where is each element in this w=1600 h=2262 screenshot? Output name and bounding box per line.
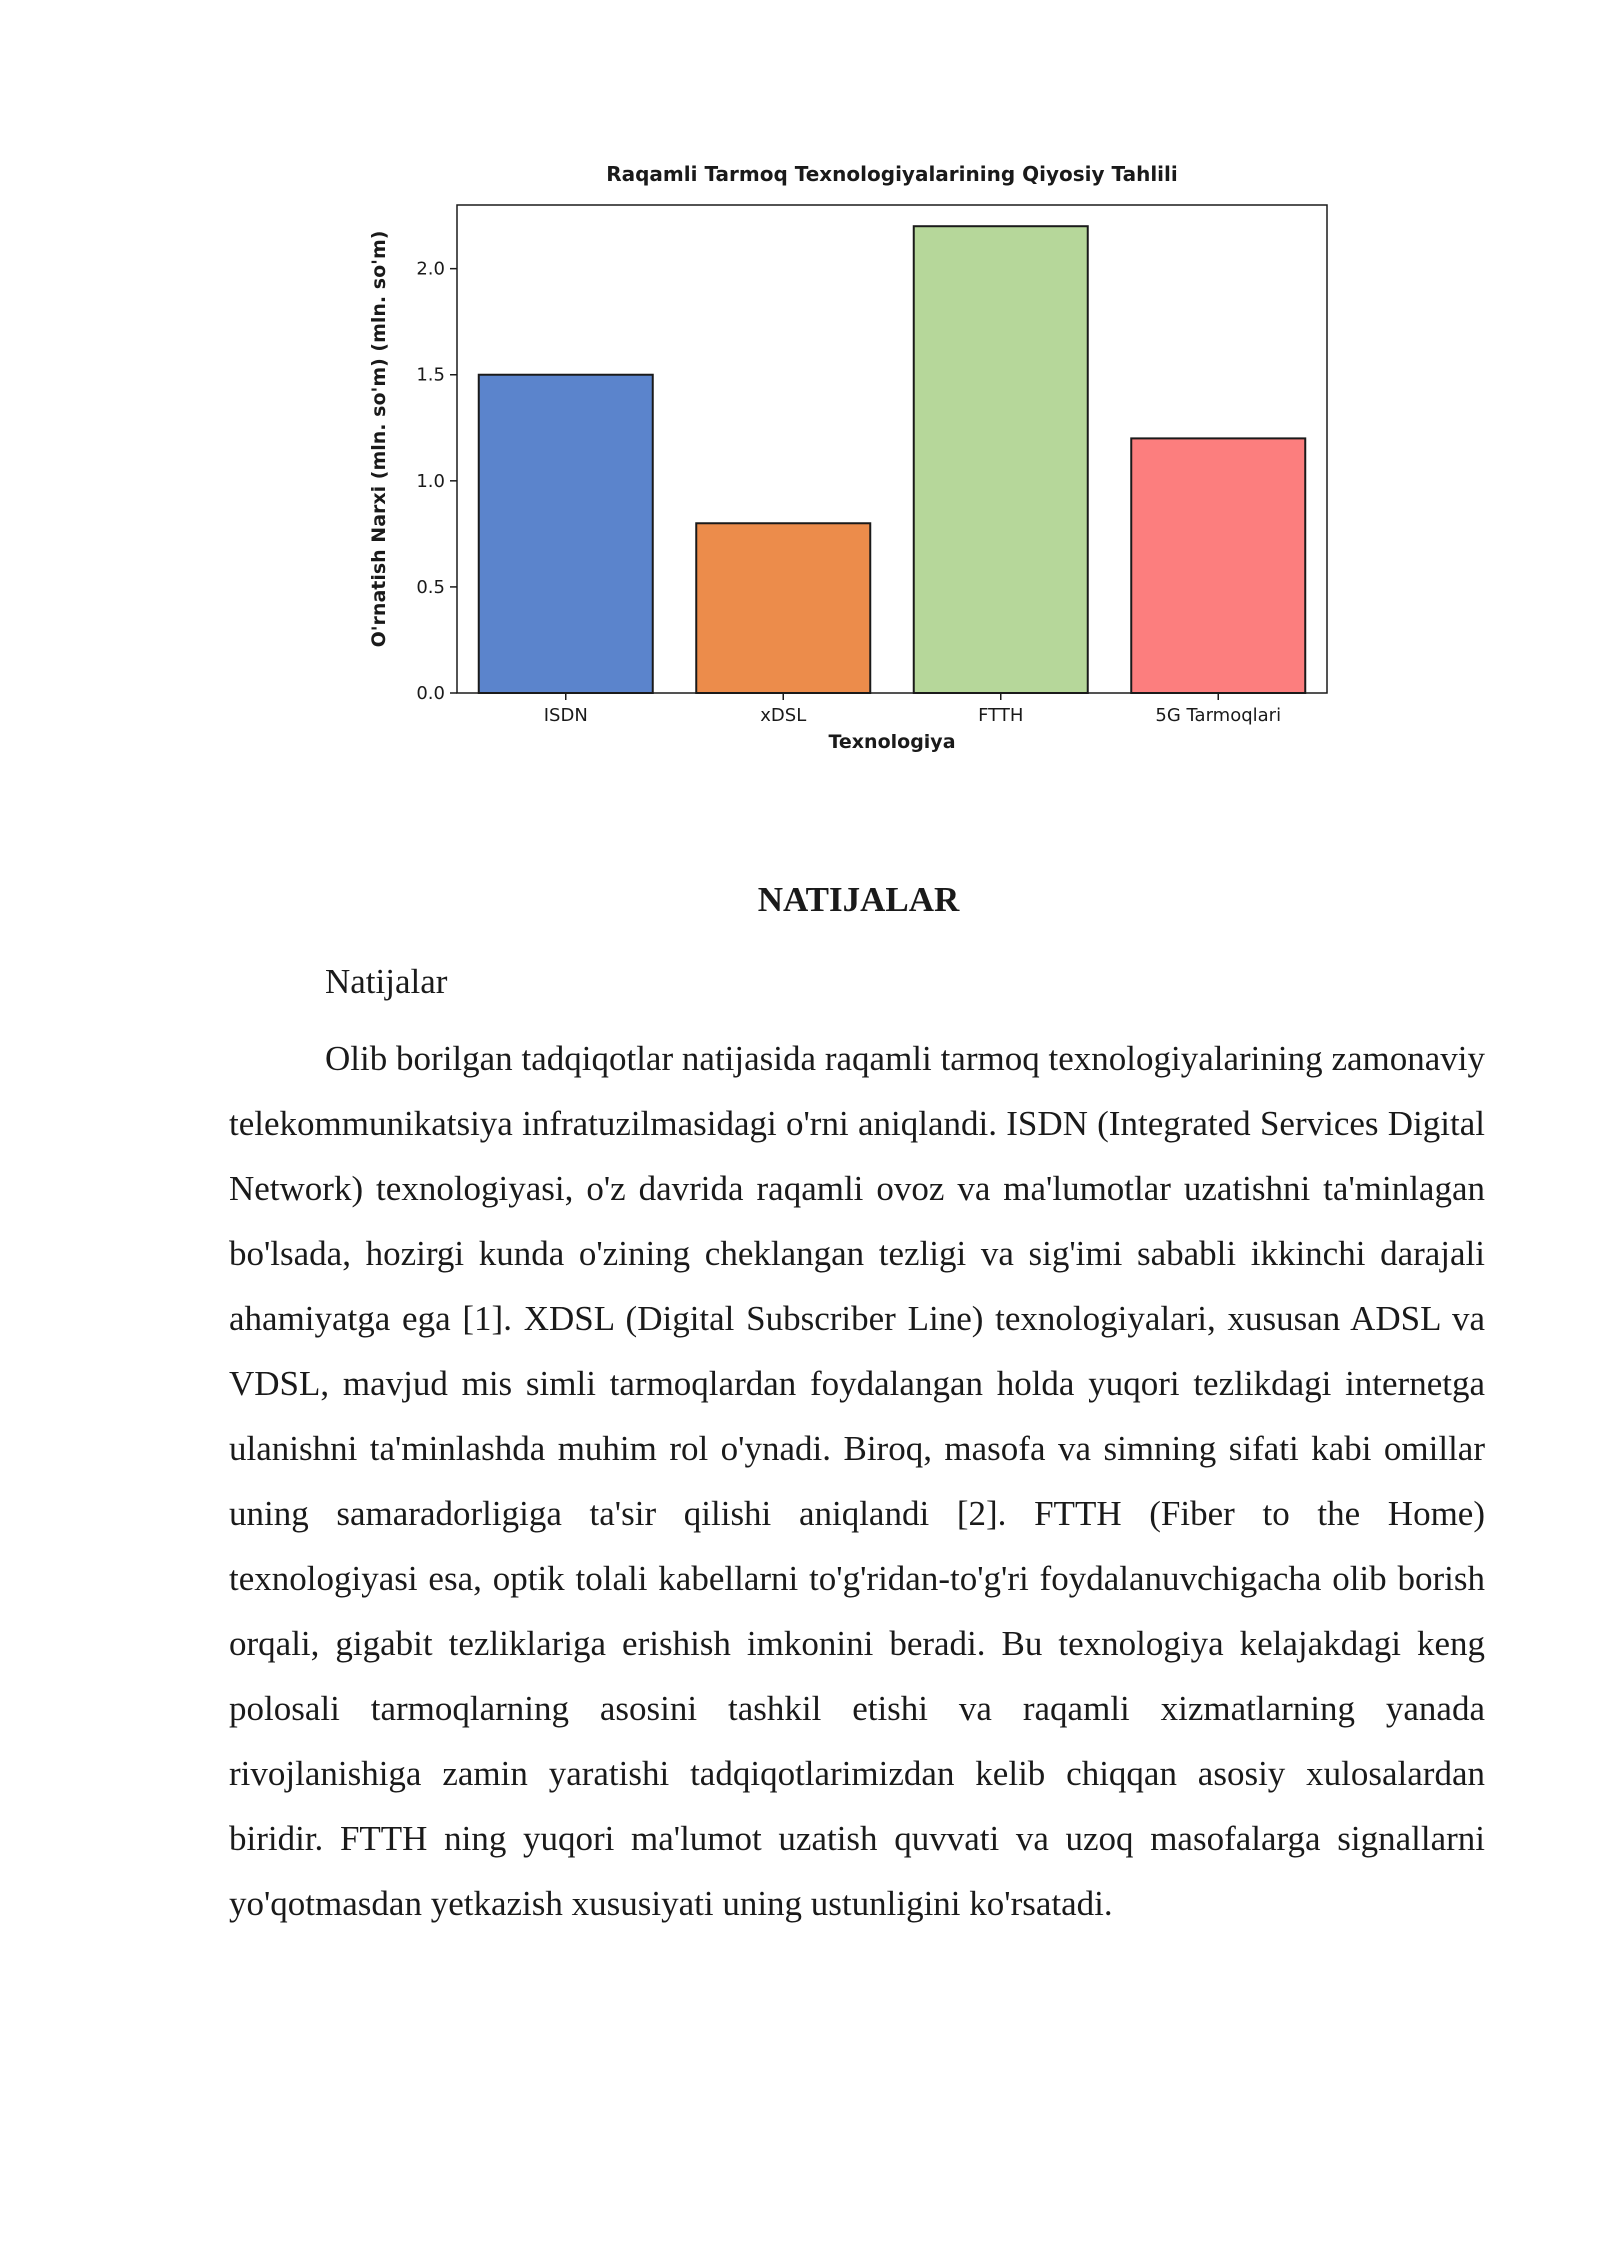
section-heading: NATIJALAR	[757, 880, 960, 919]
bar-ftth	[914, 226, 1088, 693]
x-tick-label: 5G Tarmoqlari	[1155, 705, 1282, 726]
x-tick-label: xDSL	[760, 705, 807, 726]
chart-title: Raqamli Tarmoq Texnologiyalarining Qiyosiy Tahlili	[606, 162, 1178, 186]
bar-chart	[355, 150, 1345, 770]
x-tick-label: FTTH	[978, 705, 1024, 726]
y-tick-label: 2.0	[416, 258, 445, 280]
y-tick-label: 1.5	[416, 364, 445, 386]
results-paragraph: Olib borilgan tadqiqotlar natijasida raqamli tarmoq texnologiyalarining zamonaviy telekommunikatsiya infratuzilmasidagi o'rni aniqlandi. ISDN (Integrated Services Digital Network) texnologiyasi, o'z davrida raqamli ovoz va ma'lumotlar uzatishni ta'minlagan bo'lsada, hozirgi kunda o'zining cheklangan tezligi va sig'imi sababli ikkinchi darajali ahamiyatga ega [1]. XDSL (Digital Subscriber Line) texnologiyalari, xususan ADSL va VDSL, mavjud mis simli tarmoqlardan foydalangan holda yuqori tezlikdagi internetga ulanishni ta'minlashda muhim rol o'ynadi. Biroq, masofa va simning sifati kabi omillar uning samaradorligiga ta'sir qilishi aniqlandi [2]. FTTH (Fiber to the Home) texnologiyasi esa, optik tolali kabellarni to'g'ridan-to'g'ri foydalanuvchigacha olib borish orqali, gigabit tezliklariga erishish imkonini beradi. Bu texnologiya kelajakdagi keng polosali tarmoqlarning asosini tashkil etishi va raqamli xizmatlarning yanada rivojlanishiga zamin yaratishi tadqiqotlarimizdan kelib chiqqan asosiy xulosalardan biridir. FTTH ning yuqori ma'lumot uzatish quvvati va uzoq masofalarga signallarni yo'qotmasdan yetkazish xususiyati uning ustunligini ko'rsatadi.	[229, 1039, 1485, 1923]
bar-xdsl	[696, 523, 870, 693]
section-subheading: Natijalar	[325, 962, 448, 1001]
y-tick-label: 0.0	[416, 683, 445, 704]
y-axis-label: O'rnatish Narxi (mln. so'm) (mln. so'm)	[368, 230, 390, 648]
x-tick-label: ISDN	[543, 705, 588, 726]
y-tick-label: 0.5	[416, 576, 445, 598]
chart-svg	[355, 150, 1345, 770]
bar-isdn	[479, 375, 653, 693]
y-tick-label: 1.0	[416, 470, 445, 492]
x-axis-label: Texnologiya	[828, 731, 956, 753]
bar-5g-tarmoqlari	[1131, 438, 1305, 693]
